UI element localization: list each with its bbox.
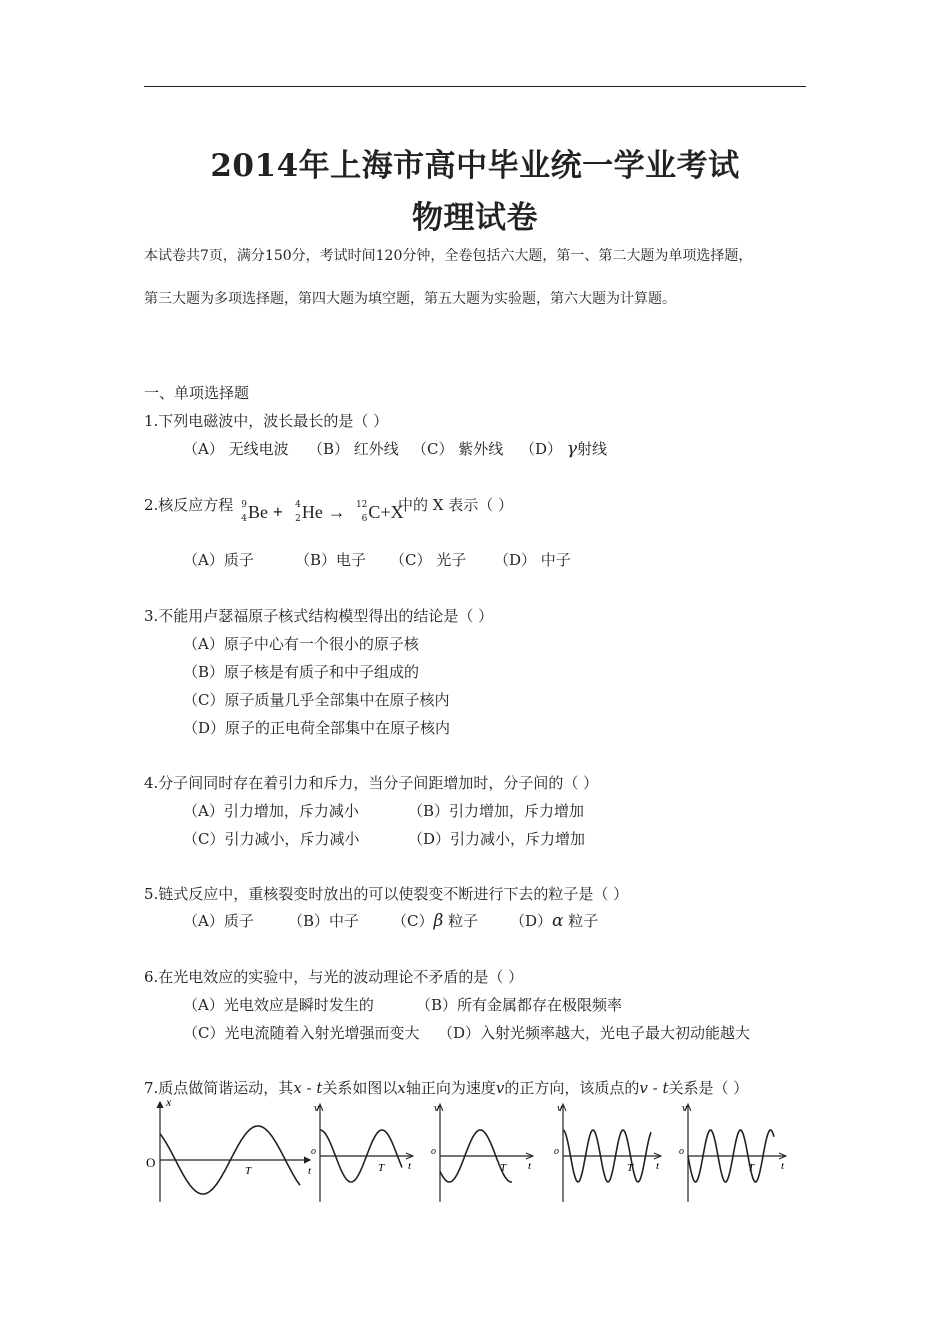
question-2-stem: 2.核反应方程 [144,496,234,514]
q1-option-c: （C） 紫外线 [412,440,504,458]
top-rule [144,86,806,87]
question-4-stem: 4.分子间同时存在着引力和斥力，当分子间距增加时，分子间的（ ） [144,774,599,792]
q6-option-c: （C）光电流随着入射光增强而变大 [183,1024,420,1042]
origin-label: o [431,1146,436,1157]
q3-option-b: （B）原子核是有质子和中子组成的 [183,663,420,681]
axis-label-v: v [434,1102,439,1114]
alpha-symbol: α [552,911,564,931]
exam-title: 2014年上海市高中毕业统一学业考试 [210,148,740,184]
intro-line-2: 第三大题为多项选择题，第四大题为填空题，第五大题为实验题，第六大题为计算题。 [144,291,676,307]
graph-option-a [310,1100,420,1204]
axis-label-x: x [166,1096,172,1109]
question-2-stem-suffix: 中的 X 表示（ ） [398,496,513,514]
q5-option-a: （A）质子 [183,912,254,930]
gamma-symbol: γ [566,439,577,459]
q1-option-d: （D） γ射线 [520,439,607,459]
section-heading: 一、单项选择题 [144,384,250,402]
axis-label-v: v [557,1102,562,1114]
exam-subtitle: 物理试卷 [412,200,538,236]
origin-label: o [311,1146,316,1157]
q3-option-c: （C）原子质量几乎全部集中在原子核内 [183,691,450,709]
question-6-stem: 6.在光电效应的实验中，与光的波动理论不矛盾的是（ ） [144,968,524,986]
origin-label: O [146,1155,156,1170]
origin-label: o [679,1146,684,1157]
graph-option-b [430,1100,540,1204]
q2-option-d: （D） 中子 [494,551,571,569]
q1-option-b: （B） 红外线 [308,440,399,458]
question-3-stem: 3.不能用卢瑟福原子核式结构模型得出的结论是（ ） [144,607,494,625]
q2-option-a: （A）质子 [183,551,254,569]
origin-label: o [554,1146,559,1157]
nuclear-equation: 9 4 Be + 4 2 He → 12 6 C+X [241,500,404,524]
period-label: T [500,1162,507,1174]
q6-option-a: （A）光电效应是瞬时发生的 [183,996,374,1014]
q2-option-b: （B）电子 [295,551,367,569]
period-label: T [627,1162,634,1174]
graph-x-t [140,1096,318,1206]
axis-label-t: t [781,1160,785,1172]
axis-label-t: t [528,1160,532,1172]
graph-option-c [553,1100,668,1204]
period-label: T [378,1162,385,1174]
q4-option-c: （C）引力减小，斥力减小 [183,830,360,848]
q4-option-b: （B）引力增加，斥力增加 [408,802,585,820]
axis-label-t: t [308,1165,312,1177]
q4-option-a: （A）引力增加，斥力减小 [183,802,359,820]
q5-option-c: （C）β 粒子 [392,911,479,931]
q3-option-a: （A）原子中心有一个很小的原子核 [183,635,419,653]
graph-option-d [678,1100,793,1204]
question-7-stem: 7.质点做简谐运动，其x - t关系如图以x轴正向为速度v的正方向，该质点的v - t关系是（ ） [144,1079,749,1097]
q5-option-b: （B）中子 [288,912,360,930]
axis-label-t: t [656,1160,660,1172]
q1-option-a: （A） 无线电波 [183,440,289,458]
period-label: T [748,1162,755,1174]
period-label: T [245,1165,252,1177]
axis-label-v: v [682,1102,687,1114]
question-5-stem: 5.链式反应中，重核裂变时放出的可以使裂变不断进行下去的粒子是（ ） [144,885,629,903]
axis-label-v: v [314,1102,319,1114]
q5-option-d: （D）α 粒子 [510,911,599,931]
axis-label-t: t [408,1160,412,1172]
question-1-stem: 1.下列电磁波中，波长最长的是（ ） [144,412,389,430]
q4-option-d: （D）引力减小，斥力增加 [408,830,586,848]
q6-option-d: （D）入射光频率越大，光电子最大初动能越大 [438,1024,751,1042]
q2-option-c: （C） 光子 [390,551,467,569]
intro-line-1: 本试卷共7页，满分150分，考试时间120分钟，全卷包括六大题，第一、第二大题为单项选择题， [144,248,753,264]
q3-option-d: （D）原子的正电荷全部集中在原子核内 [183,719,451,737]
q6-option-b: （B）所有金属都存在极限频率 [416,996,623,1014]
beta-symbol: β [433,911,444,931]
